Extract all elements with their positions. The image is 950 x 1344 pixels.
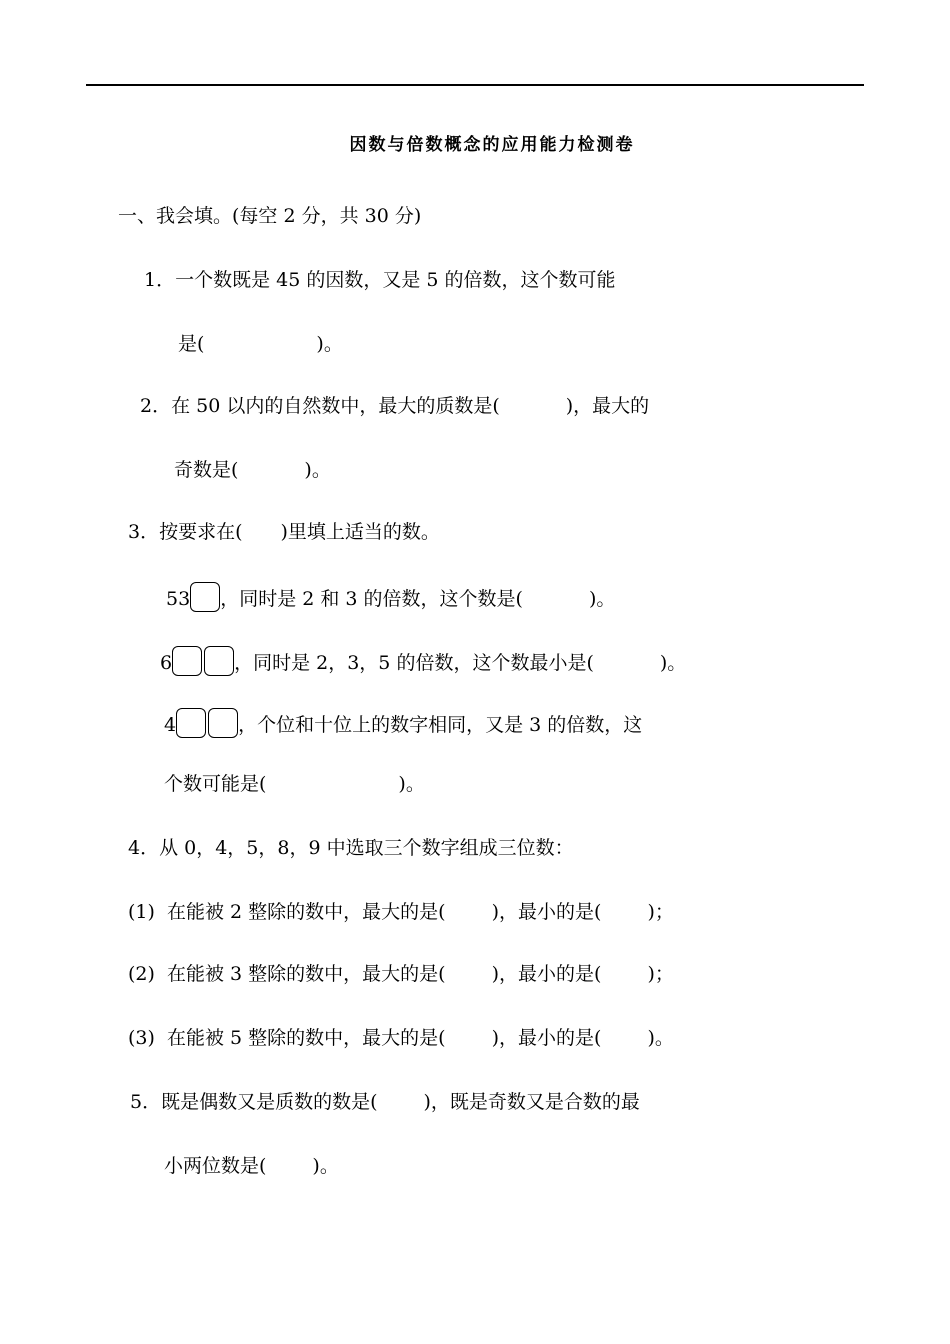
question-4-item-2 [128,962,674,986]
item-label: (1) [128,901,155,923]
question-3c-continued [164,772,425,796]
item-label: (2) [128,963,155,985]
header-rule [86,84,864,86]
digit-prefix: 53 [166,588,191,610]
question-number: 4． [128,837,160,859]
question-number: 2． [140,395,172,417]
question-1-continued [178,332,343,356]
question-text: )； [647,963,674,985]
question-number: 3． [128,521,160,543]
question-text: ，同时是 2，3，5 的倍数，这个数最小是( [234,652,594,674]
question-text: )。 [588,588,616,610]
question-text: 是( [178,333,205,355]
question-2 [140,394,649,418]
question-text: 奇数是( [174,459,239,481]
digit-box[interactable] [172,646,202,676]
question-number: 1． [144,269,176,291]
question-4-item-3 [128,1026,674,1050]
question-text: ，个位和十位上的数字相同，又是 3 的倍数，这 [238,714,643,736]
question-3 [128,520,440,544]
question-3b [160,646,686,676]
question-text: )。 [647,1027,674,1049]
question-text: 个数可能是( [164,773,267,795]
digit-prefix: 6 [160,652,173,674]
digit-prefix: 4 [164,714,177,736]
question-text: 在能被 2 整除的数中，最大的是( [167,901,446,923]
question-text: 按要求在( [159,521,243,543]
question-3a [166,582,615,612]
digit-box[interactable] [208,708,238,738]
question-text: 在能被 5 整除的数中，最大的是( [167,1027,446,1049]
question-text: )里填上适当的数。 [280,521,440,543]
question-text: )。 [659,652,687,674]
question-text: 小两位数是( [164,1155,267,1177]
section-heading: 一、我会填。(每空 2 分，共 30 分) [118,205,422,227]
question-text: )，最小的是( [491,901,602,923]
question-4-item-1 [128,900,674,924]
question-text: 在 50 以内的自然数中，最大的质数是( [171,395,500,417]
question-text: )。 [312,1155,339,1177]
question-text: 在能被 3 整除的数中，最大的是( [167,963,446,985]
question-text: 从 0，4，5，8，9 中选取三个数字组成三位数： [159,837,574,859]
question-text: 既是偶数又是质数的数是( [161,1091,378,1113]
question-text: )。 [316,333,343,355]
question-text: 一个数既是 45 的因数，又是 5 的倍数，这个数可能 [175,269,616,291]
page-title: 因数与倍数概念的应用能力检测卷 [349,135,635,155]
question-number: 5． [130,1091,162,1113]
question-5 [130,1090,640,1114]
question-5-continued [164,1154,339,1178]
digit-box[interactable] [176,708,206,738]
question-2-continued [174,458,331,482]
digit-box[interactable] [190,582,220,612]
question-text: )，最小的是( [491,1027,602,1049]
question-text: ，同时是 2 和 3 的倍数，这个数是( [220,588,523,610]
question-text: )，最大的 [565,395,650,417]
question-text: )； [647,901,674,923]
item-label: (3) [128,1027,155,1049]
question-4 [128,836,574,860]
question-text: )，最小的是( [491,963,602,985]
question-3c [164,708,642,738]
question-1 [144,268,616,292]
question-text: )。 [304,459,331,481]
digit-box[interactable] [204,646,234,676]
question-text: )，既是奇数又是合数的最 [423,1091,640,1113]
question-text: )。 [398,773,425,795]
